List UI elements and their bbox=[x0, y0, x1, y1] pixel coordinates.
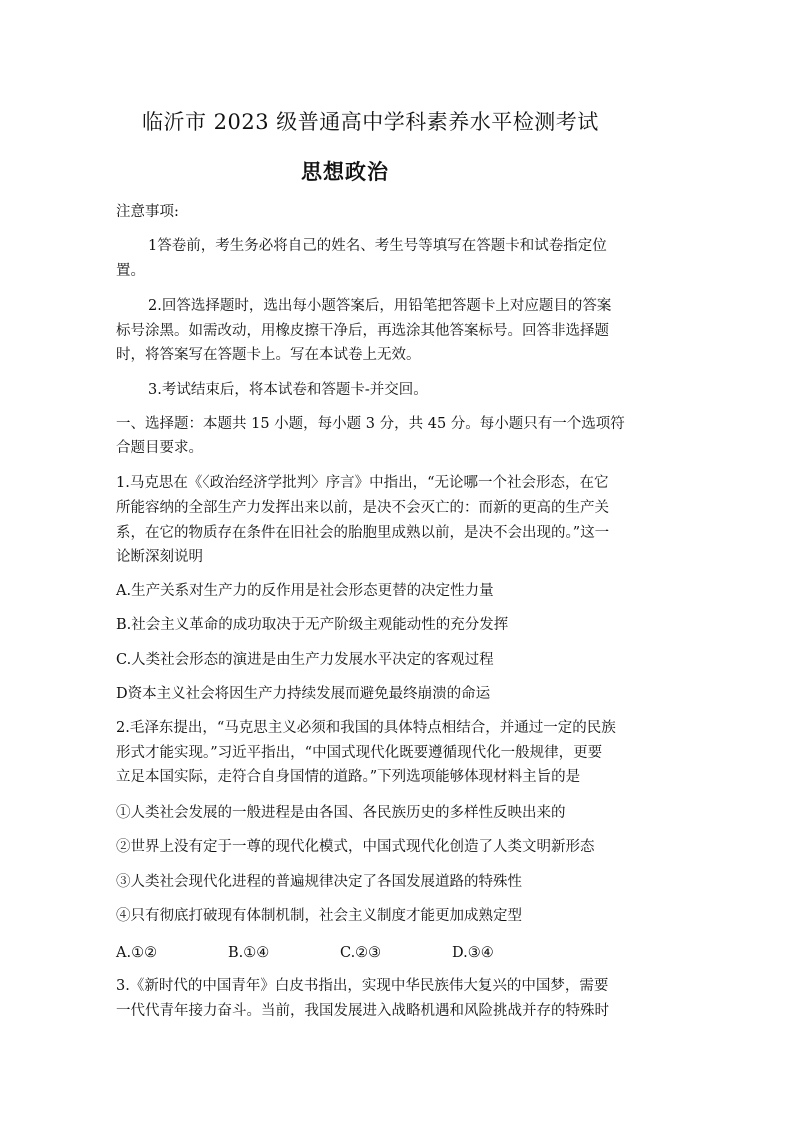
exam-title: 临沂市 2023 级普通高中学科素养水平检测考试 bbox=[142, 110, 599, 134]
q2-stem-line-2: 形式才能实现。”习近平指出，“中国式现代化既要遵循现代化一般规律，更要 bbox=[116, 745, 603, 761]
q1-option-a: A.生产关系对生产力的反作用是社会形态更替的决定性力量 bbox=[116, 583, 494, 599]
q3-stem-line-2: 一代代青年接力奋斗。当前，我国发展进入战略机遇和风险挑战并存的特殊时 bbox=[116, 1003, 609, 1019]
notice-item-3-line-1: 3.考试结束后，将本试卷和答题卡-并交回。 bbox=[148, 382, 428, 398]
q2-statement-3: ③人类社会现代化进程的普遍规律决定了各国发展道路的特殊性 bbox=[116, 874, 522, 890]
q2-stem-line-1: 2.毛泽东提出，“马克思主义必须和我国的具体特点相结合，并通过一定的民族 bbox=[116, 720, 616, 736]
q2-options bbox=[116, 941, 564, 966]
q2-statement-2: ②世界上没有定于一尊的现代化模式，中国式现代化创造了人类文明新形态 bbox=[116, 839, 595, 855]
q2-option-b: B.①④ bbox=[228, 945, 270, 961]
q2-statement-1: ①人类社会发展的一般进程是由各国、各民族历史的多样性反映出来的 bbox=[116, 805, 566, 821]
q1-option-d: D资本主义社会将因生产力持续发展而避免最终崩溃的命运 bbox=[116, 686, 491, 702]
q2-stem-line-3: 立足本国实际，走符合自身国情的道路。”下列选项能够体现材料主旨的是 bbox=[116, 769, 581, 785]
section-heading-line-1: 一、选择题：本题共 15 小题，每小题 3 分，共 45 分。每小题只有一个选项符 bbox=[116, 416, 625, 432]
notice-item-1-line-1: 1答卷前，考生务必将自己的姓名、考生号等填写在答题卡和试卷指定位 bbox=[148, 238, 607, 254]
q2-statement-4: ④只有彻底打破现有体制机制，社会主义制度才能更加成熟定型 bbox=[116, 908, 522, 924]
q1-stem-line-4: 论断深刻说明 bbox=[116, 549, 203, 565]
q2-option-d: D.③④ bbox=[452, 945, 494, 961]
q1-option-c: C.人类社会形态的演进是由生产力发展水平决定的客观过程 bbox=[116, 652, 494, 668]
q1-stem-line-2: 所能容纳的全部生产力发挥出来以前，是决不会灭亡的：而新的更高的生产关 bbox=[116, 500, 609, 516]
subject-title: 思想政治 bbox=[301, 159, 389, 184]
q1-stem-line-1: 1.马克思在《〈政治经济学批判〉序言》中指出，“无论哪一个社会形态，在它 bbox=[116, 475, 609, 491]
notice-heading: 注意事项: bbox=[116, 204, 179, 220]
section-heading-line-2: 合题目要求。 bbox=[116, 440, 203, 456]
notice-item-2-line-2: 标号涂黑。如需改动，用橡皮擦干净后，再选涂其他答案标号。回答非选择题 bbox=[116, 323, 609, 339]
notice-item-2-line-3: 时，将答案写在答题卡上。写在本试卷上无效。 bbox=[116, 347, 421, 363]
q1-stem-line-3: 系，在它的物质存在条件在旧社会的胎胞里成熟以前，是决不会出现的。”这一 bbox=[116, 525, 610, 541]
q2-option-c: C.②③ bbox=[340, 945, 382, 961]
notice-item-1-line-2: 置。 bbox=[116, 263, 145, 279]
q2-option-a: A.①② bbox=[116, 945, 158, 961]
q1-option-b: B.社会主义革命的成功取决于无产阶级主观能动性的充分发挥 bbox=[116, 617, 509, 633]
q3-stem-line-1: 3.《新时代的中国青年》白皮书指出，实现中华民族伟大复兴的中国梦，需要 bbox=[116, 978, 609, 994]
notice-item-2-line-1: 2.回答选择题时，选出每小题答案后，用铅笔把答题卡上对应题目的答案 bbox=[148, 298, 612, 314]
